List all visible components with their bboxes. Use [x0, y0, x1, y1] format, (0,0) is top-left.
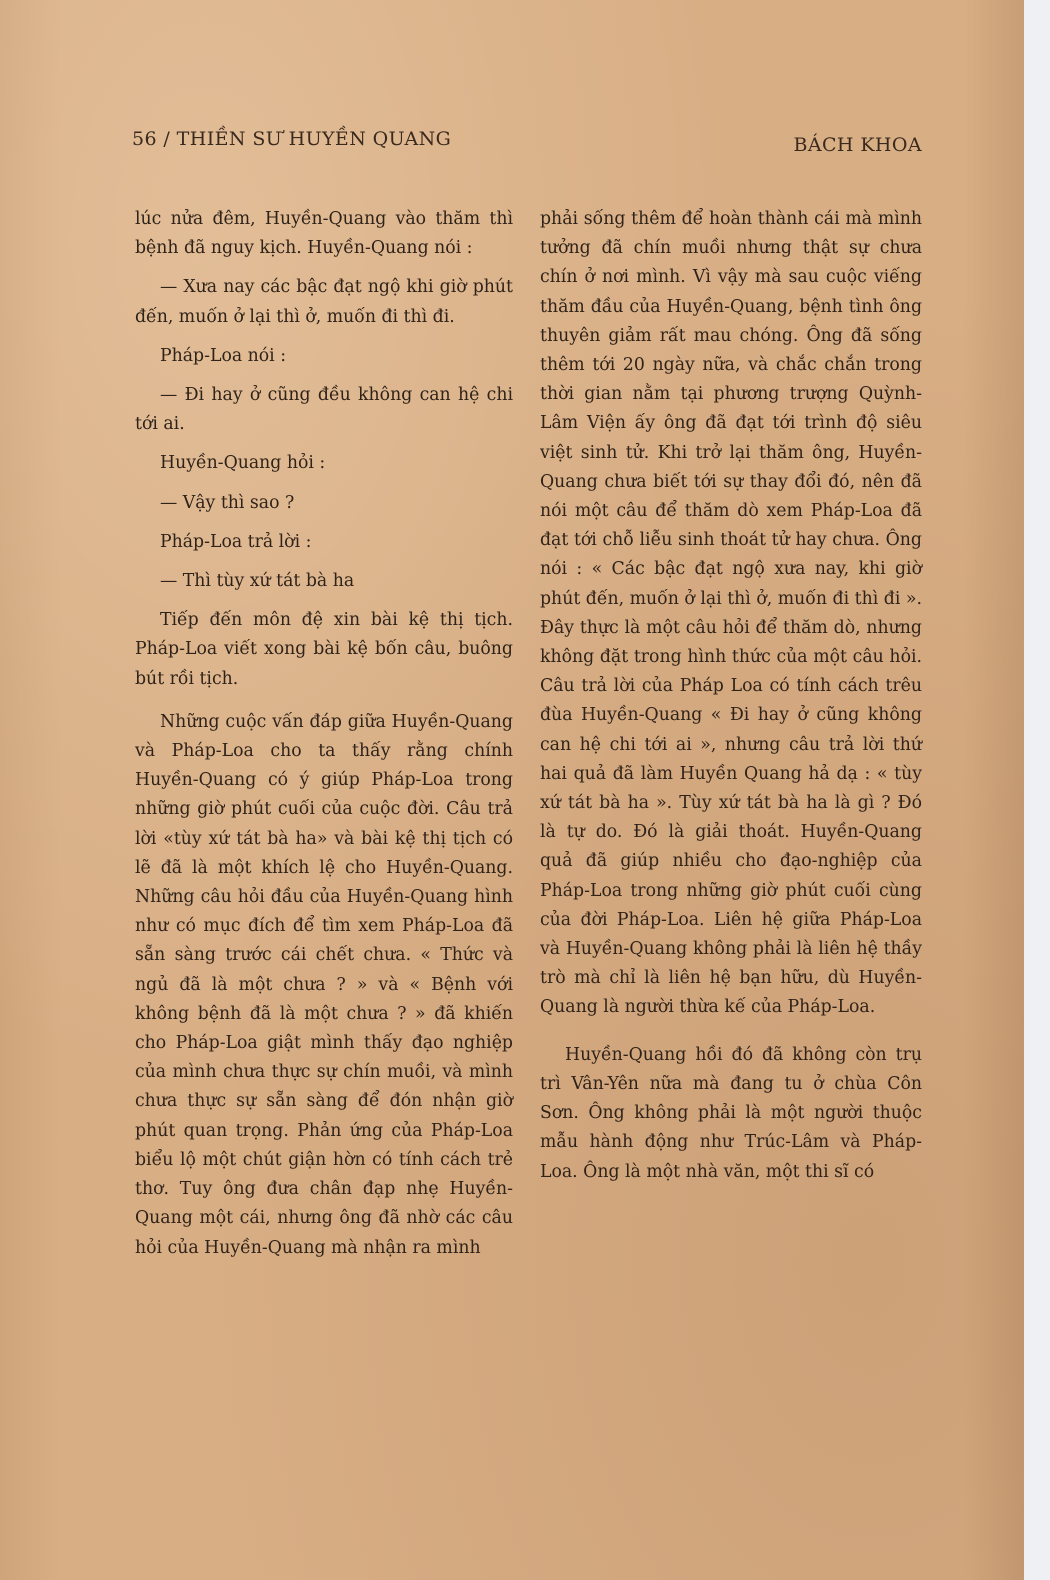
scan-margin: [1024, 0, 1050, 1580]
dialogue-line: — Xưa nay các bậc đạt ngộ khi giờ phút đến, muốn ở lại thì ở, muốn đi thì đi.: [135, 277, 513, 327]
paragraph: lúc nửa đêm, Huyền-Quang vào thăm thì bệnh đã nguy kịch. Huyền-Quang nói :: [135, 209, 513, 259]
paragraph: Những cuộc vấn đáp giữa Huyền-Quang và Pháp-Loa cho ta thấy rằng chính Huyền-Quang có ý giúp Pháp-Loa trong những giờ phút cuối của cuộc đời. Câu trả lời «tùy xứ tát bà ha» và bài kệ thị tịch có lẽ đã là một khích lệ cho Huyền-Quang. Những câu hỏi đầu của Huyền-Quang hình như có mục đích để tìm xem Pháp-Loa đã sẵn sàng trước cái chết chưa. « Thức và ngủ đã là một chưa ? » và « Bệnh với không bệnh đã là một chưa ? » đã khiến cho Pháp-Loa giật mình thấy đạo nghiệp của mình chưa thực sự chín muồi, và mình chưa thực sự sẵn sàng để đón nhận giờ phút quan trọng. Phản ứng của Pháp-Loa biểu lộ một chút giận hờn có tính cách trẻ thơ. Tuy ông đưa chân đạp nhẹ Huyền-Quang một cái, nhưng ông đã nhờ các câu hỏi của Huyền-Quang mà nhận ra mình: [135, 711, 513, 1258]
dialogue-line: — Thì tùy xứ tát bà ha: [160, 571, 355, 592]
dialogue-line: — Vậy thì sao ?: [160, 492, 295, 513]
publication-name: BÁCH KHOA: [793, 134, 922, 156]
page-number-title: 56 / THIỀN SƯ HUYỀN QUANG: [132, 128, 452, 150]
paragraph: Tiếp đến môn đệ xin bài kệ thị tịch. Pháp-Loa viết xong bài kệ bốn câu, buông bút rồi tịch.: [135, 610, 513, 689]
dialogue-line: — Đi hay ở cũng đều không can hệ chi tới ai.: [135, 385, 513, 435]
speaker-line: Pháp-Loa trả lời :: [160, 531, 312, 552]
speaker-line: Huyền-Quang hỏi :: [160, 453, 326, 474]
paragraph: Huyền-Quang hồi đó đã không còn trụ trì Vân-Yên nữa mà đang tu ở chùa Côn Sơn. Ông không phải là một người thuộc mẫu hành động như Trúc-Lâm và Pháp-Loa. Ông là một nhà văn, một thi sĩ có: [540, 1044, 922, 1182]
paragraph: phải sống thêm để hoàn thành cái mà mình tưởng đã chín muồi nhưng thật sự chưa chín ở nơi mình. Vì vậy mà sau cuộc viếng thăm đầu của Huyền-Quang, bệnh tình ông thuyên giảm rất mau chóng. Ông đã sống thêm tới 20 ngày nữa, và chắc chắn trong thời gian nằm tại phương trượng Quỳnh-Lâm Viện ấy ông đã đạt tới trình độ siêu việt sinh tử. Khi trở lại thăm ông, Huyền-Quang chưa biết tới sự thay đổi đó, nên đã nói một câu để thăm dò xem Pháp-Loa đã đạt tới chỗ liễu sinh thoát tử hay chưa. Ông nói : « Các bậc đạt ngộ xưa nay, khi giờ phút đến, muốn ở lại thì ở, muốn đi thì đi ». Đây thực là một câu hỏi để thăm dò, nhưng không đặt trong hình thức của một câu hỏi. Câu trả lời của Pháp Loa có tính cách trêu đùa Huyền-Quang « Đi hay ở cũng không can hệ chi tới ai », nhưng câu trả lời thứ hai quả đã làm Huyền Quang hả dạ : « tùy xứ tát bà ha ». Tùy xứ tát bà ha là gì ? Đó là tự do. Đó là giải thoát. Huyền-Quang quả đã giúp nhiều cho đạo-nghiệp của Pháp-Loa trong những giờ phút cuối cùng của đời Pháp-Loa. Liên hệ giữa Pháp-Loa và Huyền-Quang không phải là liên hệ thầy trò mà chỉ là liên hệ bạn hữu, dù Huyền-Quang là người thừa kế của Pháp-Loa.: [540, 209, 922, 1018]
left-text-column: [135, 205, 513, 1273]
right-text-column: [540, 205, 922, 1197]
running-header: [132, 128, 922, 160]
speaker-line: Pháp-Loa nói :: [160, 345, 287, 366]
